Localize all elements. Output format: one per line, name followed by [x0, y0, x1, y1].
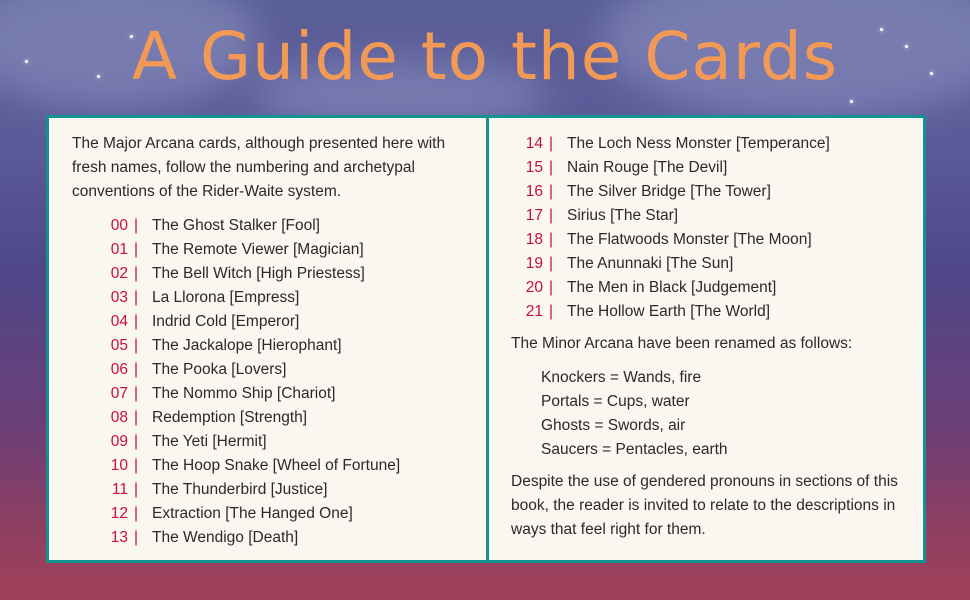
card-number: 03 — [110, 289, 128, 306]
separator: | — [548, 279, 554, 296]
list-item — [92, 454, 472, 478]
card-name: The Jackalope [Hierophant] — [152, 337, 342, 354]
card-number: 05 — [110, 337, 128, 354]
card-number: 18 — [525, 231, 543, 248]
closing-text: Despite the use of gendered pronouns in sections of this book, the reader is invited to relate to the descriptions in ways that feel right for them. — [511, 473, 898, 538]
separator: | — [548, 183, 554, 200]
card-name: La Llorona [Empress] — [152, 289, 300, 306]
card-number: 19 — [525, 255, 543, 272]
card-number: 02 — [110, 265, 128, 282]
card-number: 20 — [525, 279, 543, 296]
card-number: 13 — [110, 529, 128, 546]
card-number: 16 — [525, 183, 543, 200]
minor-item: Knockers = Wands, fire — [541, 369, 702, 386]
card-name: The Yeti [Hermit] — [152, 433, 267, 450]
card-name: Redemption [Strength] — [152, 409, 308, 426]
list-item — [507, 300, 911, 324]
card-name: The Pooka [Lovers] — [152, 361, 287, 378]
card-name: The Hoop Snake [Wheel of Fortune] — [152, 457, 401, 474]
separator: | — [133, 217, 139, 234]
card-number: 06 — [110, 361, 128, 378]
separator: | — [133, 433, 139, 450]
list-item — [92, 214, 472, 238]
card-name: The Anunnaki [The Sun] — [567, 255, 734, 272]
list-item — [507, 204, 911, 228]
card-number: 10 — [110, 457, 128, 474]
list-item — [92, 478, 472, 502]
card-number: 00 — [110, 217, 128, 234]
separator: | — [133, 313, 139, 330]
guide-panel — [46, 115, 926, 563]
card-name: The Hollow Earth [The World] — [567, 303, 771, 320]
card-name: Sirius [The Star] — [567, 207, 679, 224]
card-name: The Ghost Stalker [Fool] — [152, 217, 320, 234]
card-number: 14 — [525, 135, 543, 152]
minor-item: Portals = Cups, water — [541, 393, 690, 410]
card-number: 01 — [110, 241, 128, 258]
separator: | — [548, 303, 554, 320]
card-number: 09 — [110, 433, 128, 450]
separator: | — [133, 265, 139, 282]
intro-text: The Major Arcana cards, although presented here with fresh names, follow the numbering and archetypal conventions of the Rider-Waite system. — [72, 135, 446, 200]
separator: | — [133, 289, 139, 306]
major-arcana-list-right — [507, 132, 911, 324]
card-name: The Silver Bridge [The Tower] — [567, 183, 771, 200]
card-name: The Flatwoods Monster [The Moon] — [567, 231, 812, 248]
star — [850, 100, 853, 103]
card-name: The Wendigo [Death] — [152, 529, 299, 546]
separator: | — [548, 231, 554, 248]
card-number: 21 — [525, 303, 543, 320]
list-item — [92, 334, 472, 358]
list-item — [507, 132, 911, 156]
card-name: Extraction [The Hanged One] — [152, 505, 353, 522]
separator: | — [133, 457, 139, 474]
list-item — [507, 252, 911, 276]
card-number: 17 — [525, 207, 543, 224]
list-item — [92, 286, 472, 310]
list-item — [92, 526, 472, 550]
list-item — [92, 430, 472, 454]
separator: | — [133, 529, 139, 546]
page-title: A Guide to the Cards — [131, 18, 839, 95]
right-column — [511, 132, 911, 542]
list-item — [92, 262, 472, 286]
list-item — [92, 238, 472, 262]
card-name: The Bell Witch [High Priestess] — [152, 265, 365, 282]
card-name: The Remote Viewer [Magician] — [152, 241, 364, 258]
card-name: The Nommo Ship [Chariot] — [152, 385, 336, 402]
minor-item: Ghosts = Swords, air — [541, 417, 686, 434]
separator: | — [133, 337, 139, 354]
card-name: Nain Rouge [The Devil] — [567, 159, 728, 176]
major-arcana-list-left — [92, 214, 472, 550]
card-number: 11 — [111, 481, 128, 498]
list-item — [92, 358, 472, 382]
card-number: 12 — [110, 505, 128, 522]
separator: | — [133, 409, 139, 426]
separator: | — [133, 481, 139, 498]
separator: | — [133, 361, 139, 378]
card-name: Indrid Cold [Emperor] — [152, 313, 300, 330]
separator: | — [133, 505, 139, 522]
list-item — [92, 406, 472, 430]
card-name: The Men in Black [Judgement] — [567, 279, 777, 296]
separator: | — [548, 135, 554, 152]
card-name: The Loch Ness Monster [Temperance] — [567, 135, 830, 152]
card-number: 07 — [110, 385, 128, 402]
list-item — [507, 180, 911, 204]
minor-arcana-list — [541, 366, 911, 462]
minor-item: Saucers = Pentacles, earth — [541, 441, 728, 458]
card-number: 15 — [525, 159, 543, 176]
list-item — [507, 276, 911, 300]
card-number: 08 — [110, 409, 128, 426]
column-divider — [486, 118, 489, 560]
list-item — [507, 228, 911, 252]
separator: | — [548, 255, 554, 272]
separator: | — [548, 207, 554, 224]
left-column — [72, 132, 472, 550]
card-name: The Thunderbird [Justice] — [152, 481, 328, 498]
separator: | — [133, 241, 139, 258]
list-item — [92, 382, 472, 406]
separator: | — [548, 159, 554, 176]
minor-intro: The Minor Arcana have been renamed as follows: — [511, 335, 853, 352]
list-item — [507, 156, 911, 180]
list-item — [92, 310, 472, 334]
card-number: 04 — [110, 313, 128, 330]
separator: | — [133, 385, 139, 402]
list-item — [92, 502, 472, 526]
